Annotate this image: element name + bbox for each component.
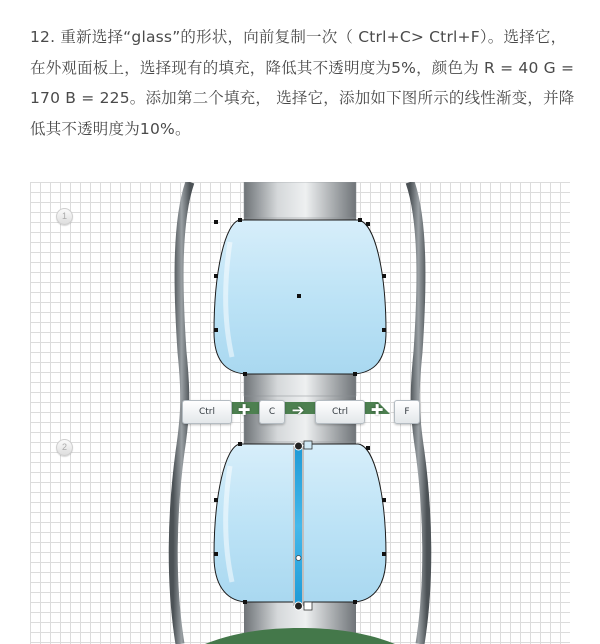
- key-f: F: [394, 400, 420, 424]
- step-badge-2: 2: [56, 439, 73, 456]
- gradient-stop-top[interactable]: [304, 441, 312, 449]
- step-badge-1: 1: [56, 208, 73, 225]
- key-c: C: [259, 400, 285, 424]
- plus-icon: ✚: [237, 402, 251, 419]
- keyboard-shortcut-bar: [30, 400, 570, 426]
- gradient-start-handle[interactable]: [295, 442, 303, 450]
- gradient-annotator-bar[interactable]: [294, 446, 303, 606]
- gradient-end-handle[interactable]: [295, 602, 303, 610]
- cylinder-mid-band: [244, 372, 356, 396]
- key-ctrl-copy: Ctrl: [182, 400, 232, 424]
- plus-icon: ✚: [370, 402, 384, 419]
- cylinder-top-band: [244, 182, 356, 218]
- illustration-canvas: [30, 182, 570, 644]
- gradient-midpoint[interactable]: [296, 556, 301, 561]
- instruction-paragraph: 12. 重新选择“glass”的形状，向前复制一次（ Ctrl+C> Ctrl+F）。选择它，在外观面板上，选择现有的填充，降低其不透明度为5%，颜色为 R = 40 G = 170 B = 225。添加第二个填充， 选择它，添加如下图所示的线性渐变，并降低其不透明度为10%。: [30, 28, 575, 138]
- arrow-right-icon: ➔: [291, 402, 305, 419]
- bottom-green-base: [205, 628, 395, 644]
- key-ctrl-paste: Ctrl: [315, 400, 365, 424]
- gradient-stop-bottom[interactable]: [304, 602, 312, 610]
